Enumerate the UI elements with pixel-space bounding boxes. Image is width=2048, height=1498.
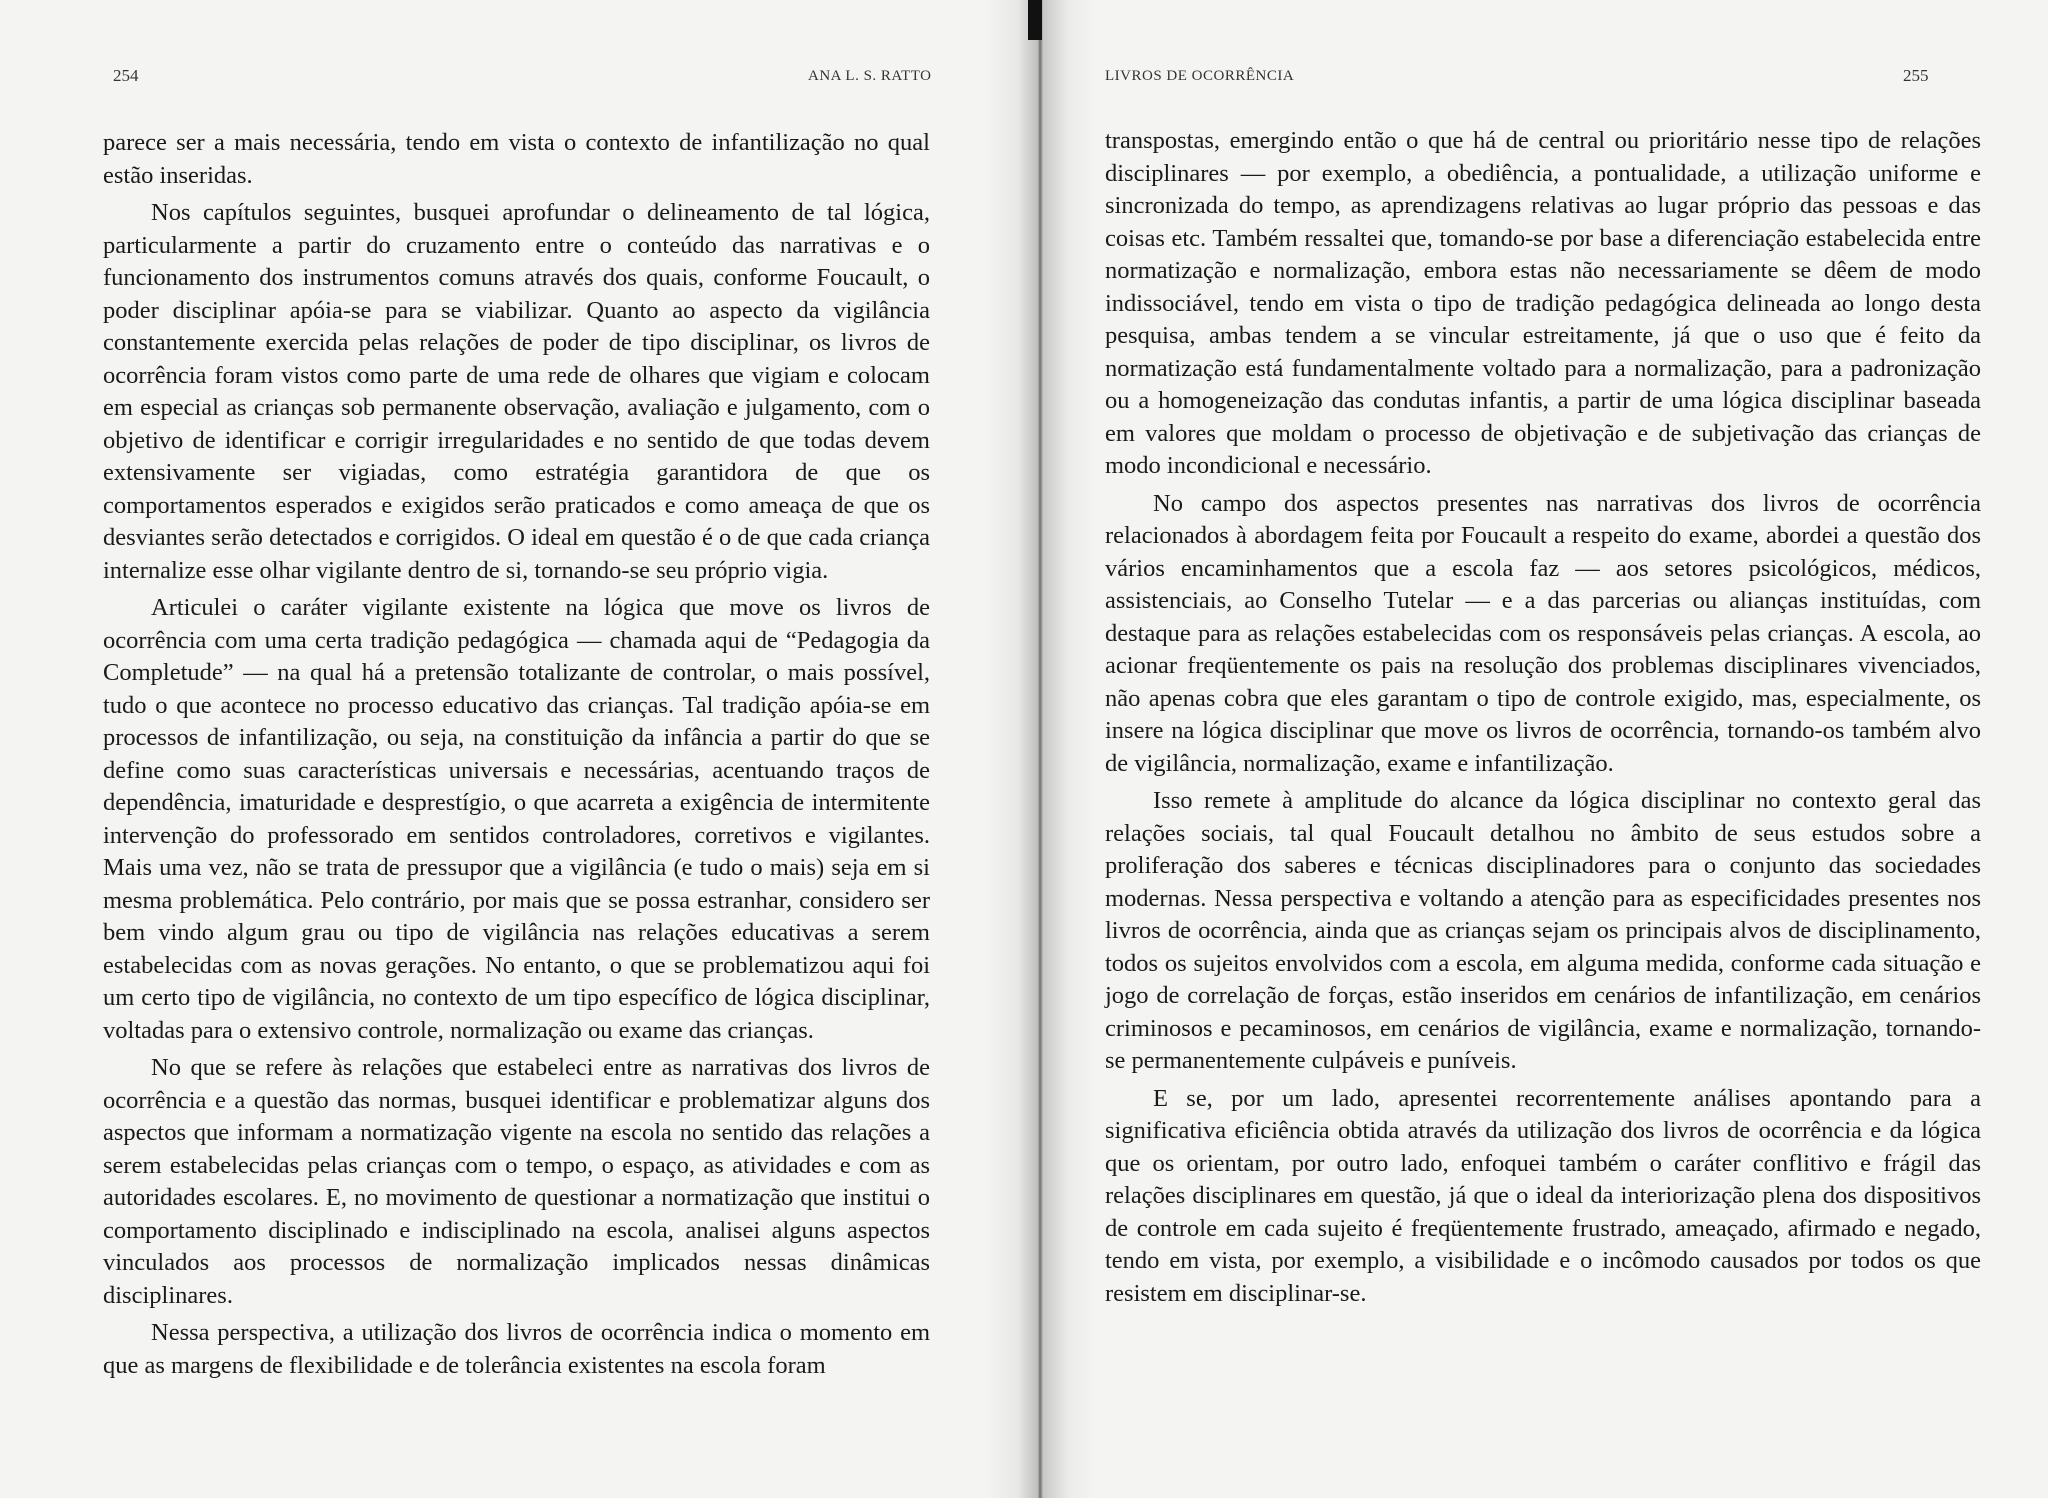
paragraph: Nos capítulos seguintes, busquei aprofundar o delineamento de tal lógica, particularmente a partir do cruzamento entre o conteúdo das narrativas e o funcionamento dos instrumentos comuns através dos quais, conforme Foucault, o poder disciplinar apóia-se para se viabilizar. Quanto ao aspecto da vigilância constantemente exercida pelas relações de poder de tipo disciplinar, os livros de ocorrência foram vistos como parte de uma rede de olhares que vigiam e colocam em especial as crianças sob permanente observação, avaliação e julgamento, com o objetivo de identificar e corrigir irregularidades e no sentido de que todas devem extensivamente ser vigiadas, como estratégia garantidora de que os comportamentos esperados e exigidos serão praticados e como ameaça de que os desviantes serão detectados e corrigidos. O ideal em questão é o de que cada criança internalize esse olhar vigilante dentro de si, tornando-se seu próprio vigia. bbox=[103, 199, 930, 584]
page-number: 254 bbox=[113, 66, 139, 85]
paragraph: Articulei o caráter vigilante existente na lógica que move os livros de ocorrência com uma certa tradição pedagógica — chamada aqui de “Pedagogia da Completude” — na qual há a pretensão totalizante de controlar, o mais possível, tudo o que acontece no processo educativo das crianças. Tal tradição apóia-se em processos de infantilização, ou seja, na constituição da infância a partir do que se define como suas características universais e necessárias, acentuando traços de dependência, imaturidade e desprestígio, o que acarreta a exigência de intermitente intervenção do professorado em sentidos controladores, corretivos e vigilantes. Mais uma vez, não se trata de pressupor que a vigilância (e tudo o mais) seja em si mesma problemática. Pelo contrário, por mais que se possa estranhar, considero ser bem vindo algum grau ou tipo de vigilância nas relações educativas a serem estabelecidas com as novas gerações. No entanto, o que se problematizou aqui foi um certo tipo de vigilância, no contexto de um tipo específico de lógica disciplinar, voltadas para o extensivo controle, normalização ou exame das crianças. bbox=[103, 594, 930, 1044]
body-text bbox=[1105, 125, 1981, 1315]
paragraph: E se, por um lado, apresentei recorrentemente análises apontando para a significativa eficiência obtida através da utilização dos livros de ocorrência e da lógica que os orientam, por outro lado, enfoquei também o caráter conflitivo e frágil das relações disciplinares em questão, já que o ideal da interiorização plena dos dispositivos de controle em cada sujeito é freqüentemente frustrado, ameaçado, afirmado e negado, tendo em vista, por exemplo, a visibilidade e o incômodo causados por todos os que resistem em disciplinar-se. bbox=[1105, 1084, 1981, 1307]
right-page bbox=[1055, 0, 2048, 1498]
paragraph: No que se refere às relações que estabeleci entre as narrativas dos livros de ocorrência e a questão das normas, busquei identificar e problematizar alguns dos aspectos que informam a normatização vigente na escola no sentido das relações a serem estabelecidas pelas crianças com o tempo, o espaço, as atividades e com as autoridades escolares. E, no movimento de questionar a normatização que institui o comportamento disciplinado e indisciplinado na escola, analisei alguns aspectos vinculados aos processos de normalização implicados nessas dinâmicas disciplinares. bbox=[103, 1054, 930, 1309]
paragraph: parece ser a mais necessária, tendo em vista o contexto de infantilização no qual estão inseridas. bbox=[103, 129, 930, 189]
running-head: LIVROS DE OCORRÊNCIA bbox=[1105, 68, 1295, 84]
body-text bbox=[103, 127, 930, 1387]
paragraph: transpostas, emergindo então o que há de central ou prioritário nesse tipo de relações disciplinares — por exemplo, a obediência, a pontualidade, a utilização uniforme e sincronizada do tempo, as aprendizagens relativas ao lugar próprio das pessoas e das coisas etc. Também ressaltei que, tomando-se por base a diferenciação estabelecida entre normatização e normalização, embora estas não necessariamente se dêem de modo indissociável, tendo em vista o tipo de tradição pedagógica delineada ao longo desta pesquisa, ambas tendem a se vincular estreitamente, já que o uso que é feito da normatização está fundamentalmente voltado para a normalização, para a padronização ou a homogeneização das condutas infantis, a partir de uma lógica disciplinar baseada em valores que moldam o processo de objetivação e de subjetivação das crianças de modo incondicional e necessário. bbox=[1105, 127, 1981, 479]
paragraph: Nessa perspectiva, a utilização dos livros de ocorrência indica o momento em que as margens de flexibilidade e de tolerância existentes na escola foram bbox=[103, 1319, 930, 1379]
paragraph: Isso remete à amplitude do alcance da lógica disciplinar no contexto geral das relações sociais, tal qual Foucault detalhou no âmbito de seus estudos sobre a proliferação dos saberes e técnicas disciplinadores para o conjunto das sociedades modernas. Nessa perspectiva e voltando a atenção para as especificidades presentes nos livros de ocorrência, ainda que as crianças sejam os principais alvos de disciplinamento, todos os sujeitos envolvidos com a escola, em alguma medida, conforme cada situação e jogo de correlação de forças, estão inseridos em cenários de infantilização, em cenários criminosos e pecaminosos, em cenários de vigilância, exame e normalização, tornando-se permanentemente culpáveis e puníveis. bbox=[1105, 787, 1981, 1074]
running-head: ANA L. S. RATTO bbox=[808, 68, 932, 84]
page-number: 255 bbox=[1903, 66, 1929, 85]
paragraph: No campo dos aspectos presentes nas narrativas dos livros de ocorrência relacionados à abordagem feita por Foucault a respeito do exame, abordei a questão dos vários encaminhamentos que a escola faz — aos setores psicológicos, médicos, assistenciais, ao Conselho Tutelar — e a das parcerias ou alianças instituídas, com destaque para as relações estabelecidas com os responsáveis pelas crianças. A escola, ao acionar freqüentemente os pais na resolução dos problemas disciplinares vivenciados, não apenas cobra que eles garantam o tipo de controle exigido, mas, especialmente, os insere na lógica disciplinar que move os livros de ocorrência, tornando-os também alvo de vigilância, normalização, exame e infantilização. bbox=[1105, 489, 1981, 777]
gutter-fold bbox=[1028, 0, 1042, 40]
left-page bbox=[0, 0, 1020, 1498]
